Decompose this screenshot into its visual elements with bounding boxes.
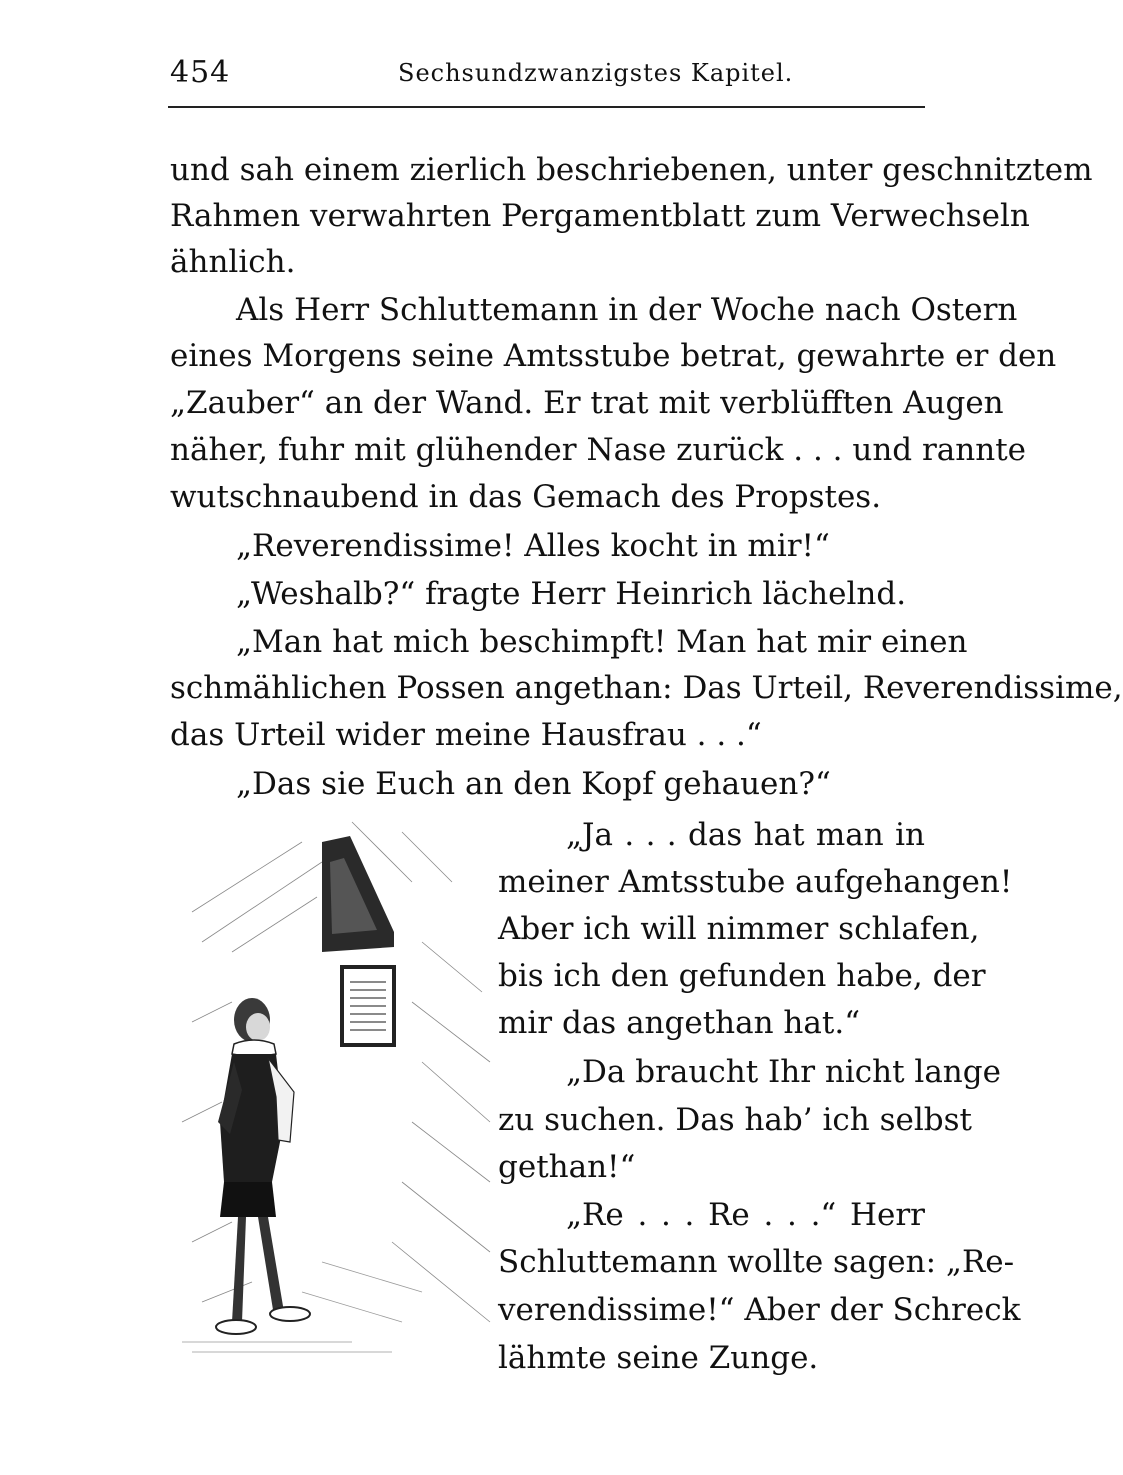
- side-line: mir das angethan hat.“: [498, 1005, 861, 1041]
- body-line: „Reverendissime! Alles kocht in mir!“: [236, 528, 830, 564]
- page-number: 454: [170, 55, 231, 90]
- side-line: lähmte seine Zunge.: [498, 1340, 819, 1376]
- body-line: und sah einem zierlich beschriebenen, unter geschnitztem: [170, 152, 1093, 188]
- side-line: zu suchen. Das hab’ ich selbst: [498, 1102, 972, 1138]
- side-line: verendissime!“ Aber der Schreck: [498, 1292, 1021, 1328]
- body-line: „Man hat mich beschimpft! Man hat mir einen: [236, 624, 968, 660]
- header-rule: [168, 106, 925, 108]
- floor-shading: [182, 1262, 422, 1352]
- body-line: wutschnaubend in das Gemach des Propstes.: [170, 479, 882, 515]
- body-line: ähnlich.: [170, 244, 296, 280]
- side-line: „Re . . . Re . . .“ Herr: [566, 1197, 925, 1233]
- body-line: eines Morgens seine Amtsstube betrat, gewahrte er den: [170, 338, 1057, 374]
- body-line: Rahmen verwahrten Pergamentblatt zum Verwechseln: [170, 198, 1030, 234]
- side-line: meiner Amtsstube aufgehangen!: [498, 864, 1013, 900]
- side-line: gethan!“: [498, 1149, 636, 1185]
- man-figure: [216, 998, 310, 1334]
- illustration: [172, 822, 490, 1362]
- side-line: „Ja . . . das hat man in: [566, 817, 925, 853]
- running-title: Sechsundzwanzigstes Kapitel.: [398, 59, 794, 87]
- side-line: „Da braucht Ihr nicht lange: [566, 1054, 1001, 1090]
- body-line: Als Herr Schluttemann in der Woche nach Ostern: [236, 292, 1018, 328]
- page-header: [170, 55, 925, 95]
- body-line: näher, fuhr mit glühender Nase zurück . . . und rannte: [170, 432, 1027, 468]
- body-line: „Das sie Euch an den Kopf gehauen?“: [236, 766, 831, 802]
- side-line: bis ich den gefunden habe, der: [498, 958, 986, 994]
- body-line: das Urteil wider meine Hausfrau . . .“: [170, 717, 762, 753]
- side-line: Aber ich will nimmer schlafen,: [498, 911, 980, 947]
- body-line: „Weshalb?“ fragte Herr Heinrich lächelnd.: [236, 576, 907, 612]
- body-line: schmählichen Possen angethan: Das Urteil, Reverendissime,: [170, 670, 1123, 706]
- side-line: Schluttemann wollte sagen: „Re-: [498, 1244, 1015, 1280]
- body-line: „Zauber“ an der Wand. Er trat mit verblüfften Augen: [170, 385, 1004, 421]
